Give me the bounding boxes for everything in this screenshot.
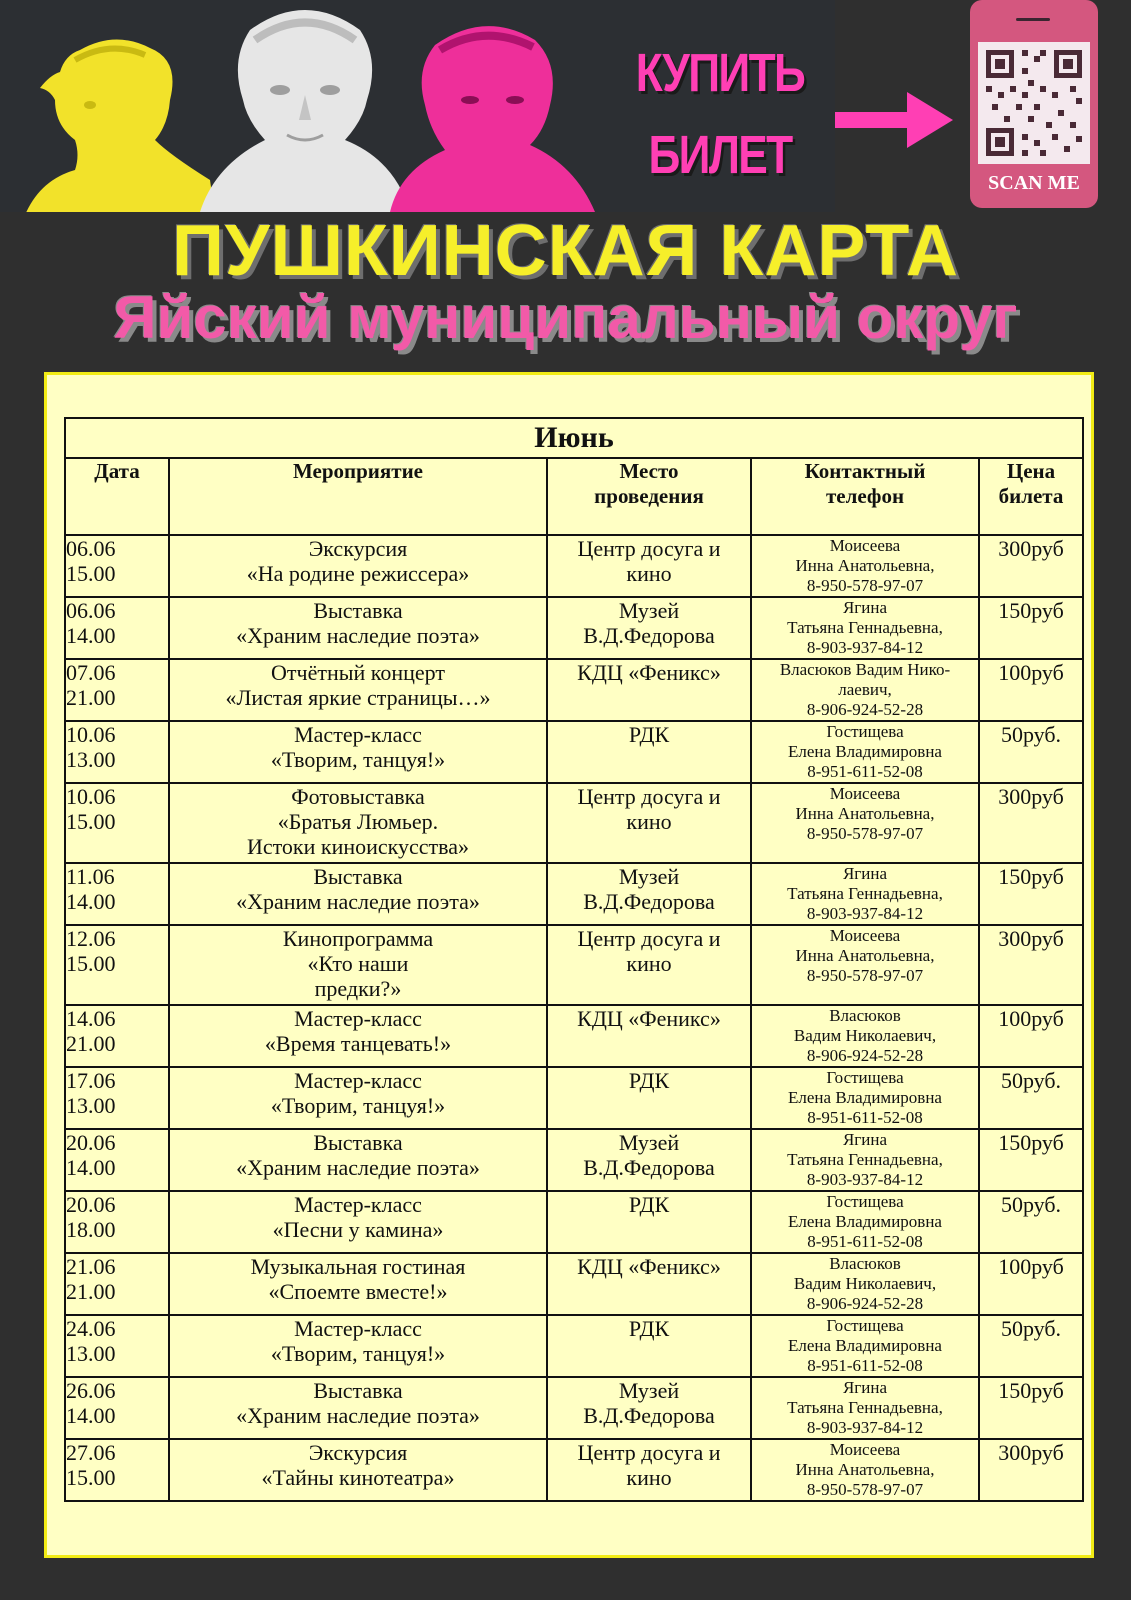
event-time: 14.00 (66, 623, 116, 648)
table-row (65, 925, 1083, 1005)
cell-line: 8-951-611-52-08 (807, 762, 923, 781)
cell-line: Ягина (842, 1378, 888, 1397)
cell-line: Центр досуга и (577, 926, 721, 951)
cell-line: Татьяна Геннадьевна, (787, 884, 943, 903)
table-row (65, 1377, 1083, 1439)
cell-line: Елена Владимировна (788, 1336, 942, 1355)
page-subtitle: Яйский муниципальный округ (113, 284, 1018, 351)
cell-event (169, 1067, 547, 1129)
cell-line: Моисеева (829, 784, 901, 803)
event-time: 21.00 (66, 1031, 116, 1056)
cell-line: Татьяна Геннадьевна, (787, 618, 943, 637)
page-title: ПУШКИНСКАЯ КАРТА (172, 211, 959, 291)
cell-line: «Братья Люмьер. (277, 809, 439, 834)
cell-line: КДЦ «Феникс» (577, 1254, 721, 1279)
cell-line: «Храним наследие поэта» (236, 1155, 480, 1180)
cell-price: 100руб (979, 659, 1083, 721)
cell-date (65, 721, 169, 783)
arrow-right-icon (835, 92, 953, 148)
cell-line: Выставка (313, 598, 403, 623)
event-date: 21.06 (66, 1254, 116, 1279)
cell-line: Ягина (842, 598, 888, 617)
event-time: 13.00 (66, 1093, 116, 1118)
cell-contact (751, 1439, 979, 1501)
cell-line: Власюков Вадим Нико- (779, 660, 951, 679)
cell-contact (751, 1377, 979, 1439)
cell-line: «Время танцевать!» (264, 1031, 452, 1056)
event-date: 12.06 (66, 926, 116, 951)
cell-line: 8-950-578-97-07 (806, 576, 924, 595)
table-row (65, 783, 1083, 863)
cell-contact (751, 1067, 979, 1129)
event-date: 20.06 (66, 1130, 116, 1155)
buy-ticket-line2: БИЛЕТ (648, 125, 792, 185)
qr-card[interactable] (970, 0, 1098, 208)
table-row (65, 1005, 1083, 1067)
cell-line: Музей (618, 598, 680, 623)
cell-place (547, 1005, 751, 1067)
event-time: 15.00 (66, 951, 116, 976)
cell-line: Моисеева (829, 536, 901, 555)
cell-line: 8-906-924-52-28 (806, 700, 924, 719)
cell-line: 8-903-937-84-12 (806, 904, 924, 923)
cell-line: В.Д.Федорова (583, 1155, 715, 1180)
cell-line: «Творим, танцуя!» (270, 747, 446, 772)
cell-line: Ягина (842, 1130, 888, 1149)
cell-line: РДК (628, 1068, 670, 1093)
bust-pink-image (385, 15, 600, 212)
cell-line: Центр досуга и (577, 1440, 721, 1465)
table-row (65, 1439, 1083, 1501)
cell-event (169, 783, 547, 863)
event-date: 11.06 (66, 864, 115, 889)
event-time: 14.00 (66, 1155, 116, 1180)
cell-line: Выставка (313, 864, 403, 889)
cell-contact (751, 863, 979, 925)
event-date: 07.06 (66, 660, 116, 685)
cell-line: «Храним наследие поэта» (236, 623, 480, 648)
event-date: 26.06 (66, 1378, 116, 1403)
schedule-table (64, 417, 1084, 1502)
cell-line: «Храним наследие поэта» (236, 1403, 480, 1428)
cell-contact (751, 1005, 979, 1067)
cell-contact (751, 1129, 979, 1191)
cell-line: Гостищева (826, 722, 904, 741)
cell-line: 8-903-937-84-12 (806, 1170, 924, 1189)
event-date: 10.06 (66, 784, 116, 809)
cell-line: кино (626, 951, 672, 976)
cell-line: Гостищева (826, 1192, 904, 1211)
event-time: 21.00 (66, 685, 116, 710)
scan-me-label: SCAN ME (988, 172, 1080, 194)
header-contact: Контактный телефон (751, 458, 979, 535)
cell-line: кино (626, 809, 672, 834)
bust-yellow-image (20, 30, 220, 212)
cell-line: «Храним наследие поэта» (236, 889, 480, 914)
cell-line: Моисеева (829, 1440, 901, 1459)
phone-notch (1016, 18, 1050, 21)
cell-line: Власюков (829, 1006, 901, 1025)
event-date: 17.06 (66, 1068, 116, 1093)
cell-line: Музей (618, 1130, 680, 1155)
cell-line: Фотовыставка (291, 784, 425, 809)
cell-place (547, 721, 751, 783)
cell-place (547, 863, 751, 925)
cell-line: Моисеева (829, 926, 901, 945)
cell-price: 50руб. (979, 721, 1083, 783)
cell-line: «Творим, танцуя!» (270, 1341, 446, 1366)
cell-line: Мастер-класс (294, 722, 422, 747)
cell-line: 8-951-611-52-08 (807, 1356, 923, 1375)
cell-event (169, 721, 547, 783)
cell-date (65, 925, 169, 1005)
cell-line: Музыкальная гостиная (250, 1254, 466, 1279)
cell-line: КДЦ «Феникс» (577, 660, 721, 685)
event-date: 27.06 (66, 1440, 116, 1465)
cell-line: «Кто наши (307, 951, 409, 976)
cell-line: Мастер-класс (294, 1316, 422, 1341)
cell-line: «Песни у камина» (272, 1217, 444, 1242)
cell-price: 50руб. (979, 1067, 1083, 1129)
cell-place (547, 1067, 751, 1129)
cell-price: 150руб (979, 1377, 1083, 1439)
cell-date (65, 783, 169, 863)
event-date: 20.06 (66, 1192, 116, 1217)
cell-place (547, 925, 751, 1005)
header-event: Мероприятие (169, 458, 547, 535)
cell-line: «Творим, танцуя!» (270, 1093, 446, 1118)
cell-date (65, 1067, 169, 1129)
cell-line: Власюков (829, 1254, 901, 1273)
cell-line: Елена Владимировна (788, 1088, 942, 1107)
cell-line: Выставка (313, 1130, 403, 1155)
cell-line: Выставка (313, 1378, 403, 1403)
cell-line: В.Д.Федорова (583, 623, 715, 648)
cell-line: 8-903-937-84-12 (806, 638, 924, 657)
cell-price: 300руб (979, 925, 1083, 1005)
cell-line: 8-950-578-97-07 (806, 966, 924, 985)
cell-event (169, 863, 547, 925)
cell-contact (751, 535, 979, 597)
cell-event (169, 1315, 547, 1377)
cell-line: Мастер-класс (294, 1068, 422, 1093)
event-date: 24.06 (66, 1316, 116, 1341)
cell-date (65, 1439, 169, 1501)
cell-contact (751, 925, 979, 1005)
cell-line: кино (626, 1465, 672, 1490)
cell-line: Вадим Николаевич, (793, 1026, 937, 1045)
cell-date (65, 1315, 169, 1377)
cell-line: Татьяна Геннадьевна, (787, 1398, 943, 1417)
cell-line: Елена Владимировна (788, 742, 942, 761)
cell-place (547, 1377, 751, 1439)
table-row (65, 659, 1083, 721)
cell-price: 100руб (979, 1005, 1083, 1067)
event-time: 14.00 (66, 1403, 116, 1428)
cell-line: Экскурсия (308, 1440, 408, 1465)
table-row (65, 1067, 1083, 1129)
cell-line: Елена Владимировна (788, 1212, 942, 1231)
cell-price: 300руб (979, 1439, 1083, 1501)
table-row (65, 863, 1083, 925)
cell-line: В.Д.Федорова (583, 889, 715, 914)
cell-date (65, 535, 169, 597)
cell-line: Музей (618, 864, 680, 889)
cell-date (65, 659, 169, 721)
cell-line: Гостищева (826, 1316, 904, 1335)
cell-line: 8-950-578-97-07 (806, 824, 924, 843)
bust-white-image (195, 0, 415, 212)
cell-price: 50руб. (979, 1191, 1083, 1253)
cell-line: РДК (628, 722, 670, 747)
table-header-row (65, 458, 1083, 535)
cell-price: 150руб (979, 1129, 1083, 1191)
cell-line: Ягина (842, 864, 888, 883)
table-row (65, 1129, 1083, 1191)
cell-contact (751, 1191, 979, 1253)
cell-price: 150руб (979, 597, 1083, 659)
cell-event (169, 1253, 547, 1315)
qr-code-icon[interactable] (978, 42, 1090, 164)
cell-line: кино (626, 561, 672, 586)
cell-line: Инна Анатольевна, (795, 804, 935, 823)
cell-contact (751, 783, 979, 863)
cell-contact (751, 597, 979, 659)
cell-line: 8-906-924-52-28 (806, 1294, 924, 1313)
cell-date (65, 1377, 169, 1439)
cell-line: лаевич, (838, 680, 892, 699)
cell-line: РДК (628, 1192, 670, 1217)
cell-line: 8-903-937-84-12 (806, 1418, 924, 1437)
cell-line: В.Д.Федорова (583, 1403, 715, 1428)
cell-line: Экскурсия (308, 536, 408, 561)
cell-contact (751, 721, 979, 783)
cell-line: Татьяна Геннадьевна, (787, 1150, 943, 1169)
cell-event (169, 1439, 547, 1501)
cell-date (65, 863, 169, 925)
event-date: 14.06 (66, 1006, 116, 1031)
cell-line: Отчётный концерт (271, 660, 445, 685)
event-time: 14.00 (66, 889, 116, 914)
cell-line: Истоки киноискусства» (246, 834, 470, 859)
cell-line: 8-951-611-52-08 (807, 1232, 923, 1251)
table-row (65, 721, 1083, 783)
cell-line: Мастер-класс (294, 1006, 422, 1031)
promo-banner (0, 0, 835, 212)
cell-event (169, 1377, 547, 1439)
cell-date (65, 1191, 169, 1253)
cell-price: 50руб. (979, 1315, 1083, 1377)
cell-place (547, 1129, 751, 1191)
cell-line: 8-950-578-97-07 (806, 1480, 924, 1499)
cell-line: Вадим Николаевич, (793, 1274, 937, 1293)
cell-price: 100руб (979, 1253, 1083, 1315)
event-time: 15.00 (66, 561, 116, 586)
cell-line: Центр досуга и (577, 536, 721, 561)
cell-line: 8-906-924-52-28 (806, 1046, 924, 1065)
event-date: 06.06 (66, 598, 116, 623)
cell-line: «Тайны кинотеатра» (261, 1465, 455, 1490)
cell-line: КДЦ «Феникс» (577, 1006, 721, 1031)
cell-event (169, 597, 547, 659)
cell-date (65, 1129, 169, 1191)
cell-place (547, 783, 751, 863)
cell-event (169, 1005, 547, 1067)
table-row (65, 1253, 1083, 1315)
table-row (65, 1191, 1083, 1253)
cell-event (169, 1129, 547, 1191)
cell-place (547, 1191, 751, 1253)
event-date: 10.06 (66, 722, 116, 747)
cell-place (547, 1439, 751, 1501)
table-row (65, 597, 1083, 659)
cell-line: Инна Анатольевна, (795, 1460, 935, 1479)
event-time: 21.00 (66, 1279, 116, 1304)
cell-line: Инна Анатольевна, (795, 946, 935, 965)
cell-event (169, 535, 547, 597)
cell-contact (751, 1315, 979, 1377)
cell-line: Гостищева (826, 1068, 904, 1087)
month-title: Июнь (65, 418, 1083, 458)
cell-line: Кинопрограмма (282, 926, 434, 951)
cell-place (547, 597, 751, 659)
event-date: 06.06 (66, 536, 116, 561)
cell-event (169, 659, 547, 721)
event-time: 15.00 (66, 1465, 116, 1490)
cell-price: 300руб (979, 535, 1083, 597)
cell-date (65, 597, 169, 659)
buy-ticket-line1: КУПИТЬ (635, 43, 805, 103)
cell-event (169, 925, 547, 1005)
event-time: 15.00 (66, 809, 116, 834)
table-row (65, 535, 1083, 597)
cell-line: Инна Анатольевна, (795, 556, 935, 575)
header-date: Дата (65, 458, 169, 535)
cell-line: РДК (628, 1316, 670, 1341)
cell-place (547, 1315, 751, 1377)
cell-place (547, 535, 751, 597)
event-time: 13.00 (66, 747, 116, 772)
cell-line: «Споемте вместе!» (268, 1279, 448, 1304)
cell-line: Мастер-класс (294, 1192, 422, 1217)
cell-date (65, 1005, 169, 1067)
cell-event (169, 1191, 547, 1253)
cell-line: Центр досуга и (577, 784, 721, 809)
header-price: Цена билета (979, 458, 1083, 535)
cell-date (65, 1253, 169, 1315)
cell-price: 300руб (979, 783, 1083, 863)
cell-line: 8-951-611-52-08 (807, 1108, 923, 1127)
cell-line: «Листая яркие страницы…» (225, 685, 491, 710)
cell-contact (751, 659, 979, 721)
table-row (65, 1315, 1083, 1377)
event-time: 18.00 (66, 1217, 116, 1242)
cell-line: Музей (618, 1378, 680, 1403)
header-place: Место проведения (547, 458, 751, 535)
cell-place (547, 659, 751, 721)
cell-line: предки?» (314, 976, 402, 1001)
cell-contact (751, 1253, 979, 1315)
event-time: 13.00 (66, 1341, 116, 1366)
cell-place (547, 1253, 751, 1315)
cell-line: «На родине режиссера» (246, 561, 470, 586)
cell-price: 150руб (979, 863, 1083, 925)
